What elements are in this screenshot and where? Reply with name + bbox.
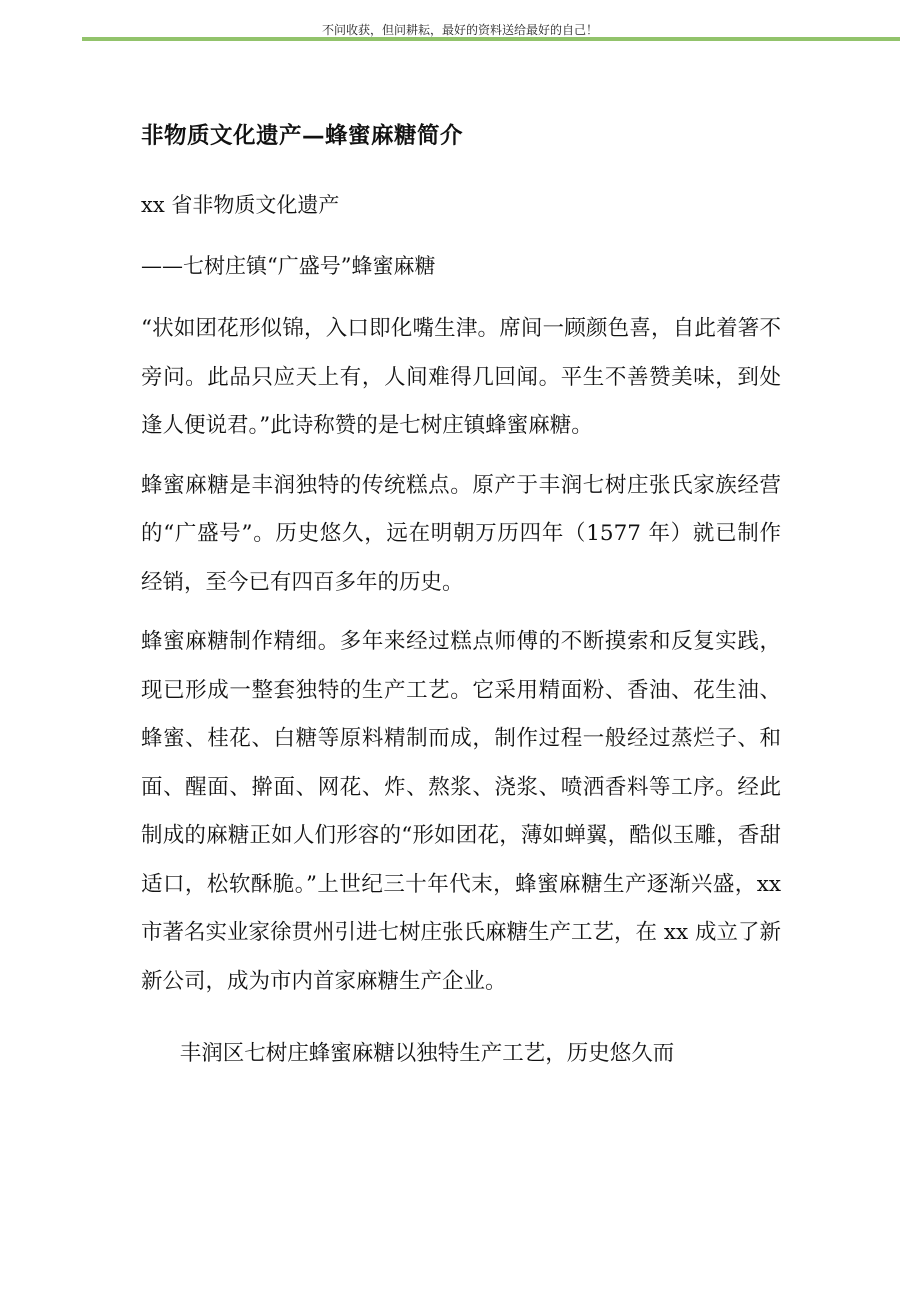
paragraph-origin: 蜂蜜麻糖是丰润独特的传统糕点。原产于丰润七树庄张氏家族经营的“广盛号”。历史悠久，远在明朝万历四年（1577 年）就已制作经销，至今已有四百多年的历史。 <box>141 472 781 595</box>
document-title: 非物质文化遗产—蜂蜜麻糖简介 <box>141 123 464 149</box>
paragraph-poem: “状如团花形似锦，入口即化嘴生津。席间一顾颜色喜，自此着箸不旁问。此品只应天上有，人间难得几回闻。平生不善赞美味，到处逢人便说君。”此诗称赞的是七树庄镇蜂蜜麻糖。 <box>141 316 781 438</box>
document-subtitle: xx 省非物质文化遗产 <box>141 193 340 217</box>
header-rule <box>82 37 900 41</box>
header-motto: 不问收获，但问耕耘，最好的资料送给最好的自己！ <box>321 23 598 37</box>
document-subtitle-brand: ——七树庄镇“广盛号”蜂蜜麻糖 <box>141 254 436 278</box>
paragraph-continued: 丰润区七树庄蜂蜜麻糖以独特生产工艺，历史悠久而 <box>179 1041 675 1066</box>
paragraph-craft: 蜂蜜麻糖制作精细。多年来经过糕点师傅的不断摸索和反复实践，现已形成一整套独特的生产工艺。它采用精面粉、香油、花生油、蜂蜜、桂花、白糖等原料精制而成，制作过程一般经过蒸烂子、和面、醒面、擀面、网花、炸、熬浆、浇浆、喷洒香料等工序。经此制成的麻糖正如人们形容的“形如团花，薄如蝉翼，酷似玉雕，香甜适口，松软酥脆。”上世纪三十年代末，蜂蜜麻糖生产逐渐兴盛，xx 市著名实业家徐贯州引进七树庄张氏麻糖生产工艺，在 xx 成立了新新公司，成为市内首家麻糖生产企业。 <box>141 629 781 994</box>
document-body <box>141 116 781 1090</box>
